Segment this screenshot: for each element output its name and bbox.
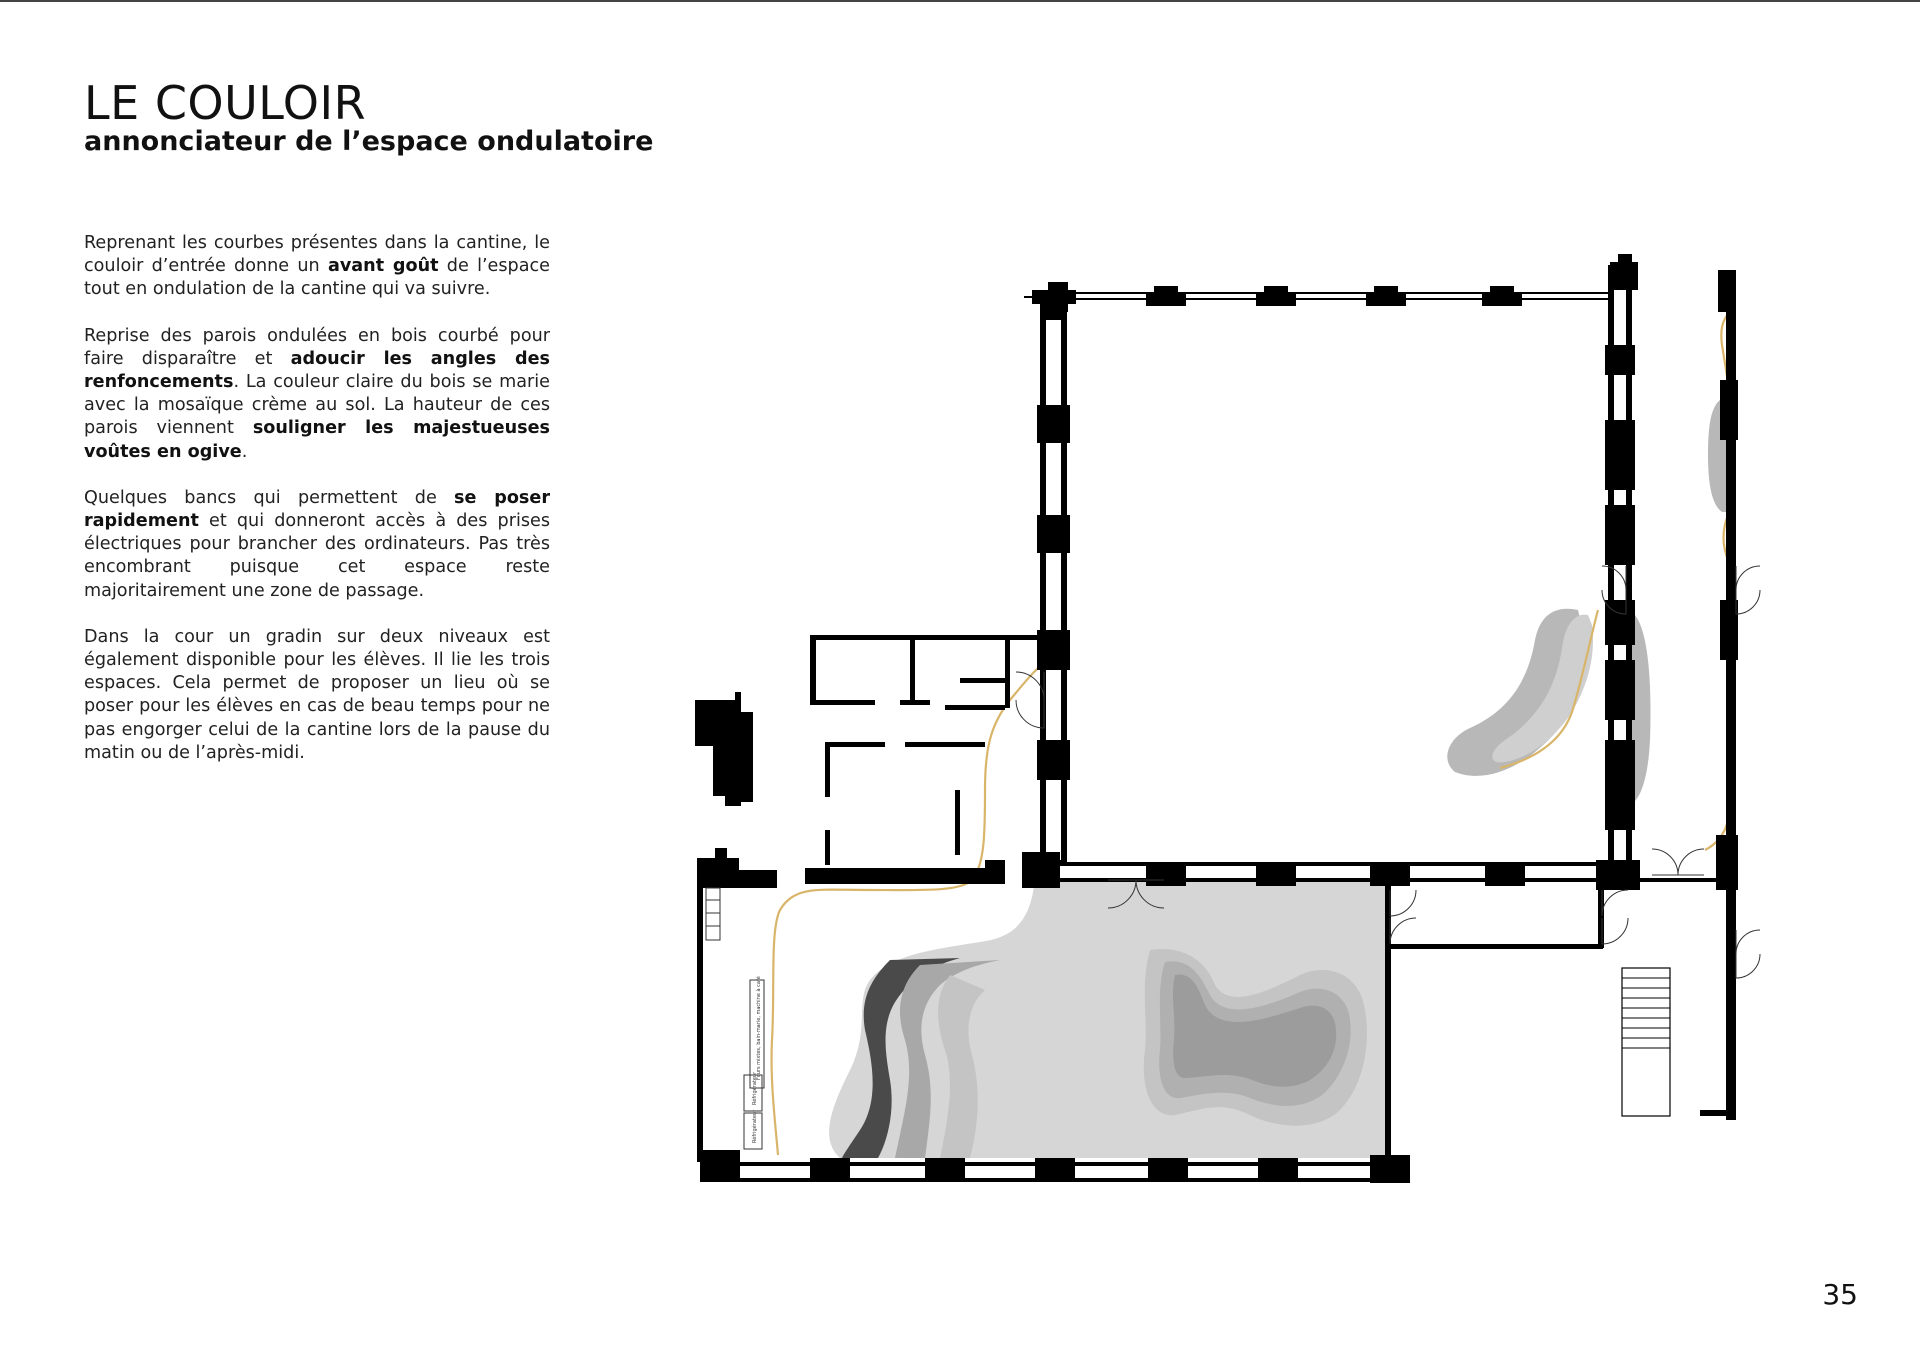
pillar bbox=[1605, 740, 1635, 830]
wall-segment bbox=[825, 830, 830, 865]
floor-plan bbox=[680, 250, 1810, 1200]
pillar bbox=[1146, 286, 1186, 306]
pillar bbox=[1022, 852, 1060, 888]
wall-segment bbox=[1005, 638, 1010, 708]
door bbox=[1602, 890, 1628, 916]
wall-segment bbox=[955, 790, 960, 855]
wall-segment bbox=[945, 705, 1005, 710]
cour-pillars bbox=[1022, 254, 1640, 890]
stair-steps bbox=[1622, 978, 1670, 1048]
right-strip-walls bbox=[1640, 270, 1738, 1120]
pillar bbox=[1720, 380, 1738, 440]
page-title: LE COULOIR bbox=[84, 76, 367, 130]
pillar bbox=[1718, 270, 1736, 312]
door bbox=[1016, 672, 1044, 700]
door bbox=[1736, 566, 1760, 590]
door bbox=[1016, 700, 1044, 728]
door bbox=[1602, 918, 1628, 944]
pillar bbox=[1037, 740, 1070, 780]
kitchen-shelves bbox=[706, 888, 720, 940]
door bbox=[1652, 849, 1678, 875]
stairs bbox=[1622, 968, 1670, 1116]
pillar bbox=[1037, 405, 1070, 443]
door bbox=[1736, 590, 1760, 614]
pillar bbox=[1037, 515, 1070, 553]
wall-segment bbox=[1640, 878, 1720, 882]
counter-label: Fours mixtes, bain-marie, machine à café bbox=[756, 976, 762, 1080]
pillar bbox=[1605, 505, 1635, 565]
pillar bbox=[1482, 286, 1522, 306]
wall-segment bbox=[825, 742, 830, 797]
page-number: 35 bbox=[1822, 1278, 1858, 1311]
pillar bbox=[1485, 862, 1525, 886]
wall-segment bbox=[1060, 866, 1620, 878]
cantine-floor bbox=[829, 875, 1388, 1158]
pillar bbox=[1720, 600, 1738, 660]
pillar bbox=[1366, 286, 1406, 306]
wall-block bbox=[697, 848, 777, 888]
pillar bbox=[1035, 1158, 1075, 1182]
wall-segment bbox=[960, 678, 1008, 683]
pillar bbox=[810, 1158, 850, 1182]
wall-block bbox=[805, 860, 1005, 884]
pillar bbox=[1256, 862, 1296, 886]
pillar bbox=[1605, 660, 1635, 720]
door bbox=[1678, 849, 1704, 875]
body-text bbox=[84, 232, 550, 788]
wall-segment bbox=[810, 635, 816, 705]
paragraph-4: Dans la cour un gradin sur deux niveaux est également disponible pour les élèves. Il lie les trois espaces. Cela permet de proposer un lieu où se poser pour les élèves en cas de beau temps pour ne pas engorger celui de la cantine lors de la pause du matin ou de l’après-midi. bbox=[84, 626, 550, 763]
pillar bbox=[1024, 282, 1076, 312]
door bbox=[1390, 918, 1416, 944]
door bbox=[1390, 890, 1416, 916]
wall-segment bbox=[905, 742, 985, 747]
pillar bbox=[1605, 420, 1635, 490]
stair-outline bbox=[1622, 968, 1670, 1116]
wall-segment bbox=[1700, 1110, 1736, 1116]
paragraph-3: Quelques bancs qui permettent de se poser rapidement et qui donneront accès à des prises électriques pour brancher des ordinateurs. Pas très encombrant puisque cet espace reste majoritairement une zone de passage. bbox=[84, 487, 550, 601]
paragraph-2: Reprise des parois ondulées en bois courbé pour faire disparaître et adoucir les angles des renfoncements. La couleur claire du bois se marie avec la mosaïque crème au sol. La hauteur de ces parois viennent souligner les majestueuses voûtes en ogive. bbox=[84, 325, 550, 462]
wall-segment bbox=[1598, 880, 1604, 948]
wall-segment bbox=[825, 742, 885, 747]
fridge-1-label: Réfrigérateur bbox=[752, 1071, 758, 1105]
wall-segment bbox=[910, 638, 915, 703]
fridge-2-label: Réfrigérateur bbox=[752, 1109, 758, 1143]
pillar bbox=[1256, 286, 1296, 306]
pillar bbox=[1605, 345, 1635, 375]
pillar bbox=[700, 1150, 740, 1182]
wall-segment bbox=[697, 880, 703, 1162]
door bbox=[1736, 930, 1760, 954]
paragraph-1: Reprenant les courbes présentes dans la cantine, le couloir d’entrée donne un avant goût de l’espace tout en ondulation de la cantine qui va suivre. bbox=[84, 233, 550, 300]
pillar bbox=[1146, 862, 1186, 886]
wall-segment bbox=[815, 700, 875, 705]
page-subtitle: annonciateur de l’espace ondulatoire bbox=[84, 126, 654, 157]
pillar bbox=[1370, 1155, 1410, 1183]
pillar bbox=[1258, 1158, 1298, 1182]
pillar bbox=[1148, 1158, 1188, 1182]
door bbox=[1736, 954, 1760, 978]
gradin bbox=[1447, 397, 1730, 805]
top-rule bbox=[0, 0, 1920, 2]
pillar bbox=[1610, 254, 1638, 290]
cour-walls bbox=[1040, 265, 1632, 882]
wall-block bbox=[695, 692, 753, 806]
pillar bbox=[1037, 630, 1070, 670]
wall-segment bbox=[1044, 294, 1616, 298]
pillar bbox=[925, 1158, 965, 1182]
wall-segment bbox=[1388, 944, 1603, 949]
